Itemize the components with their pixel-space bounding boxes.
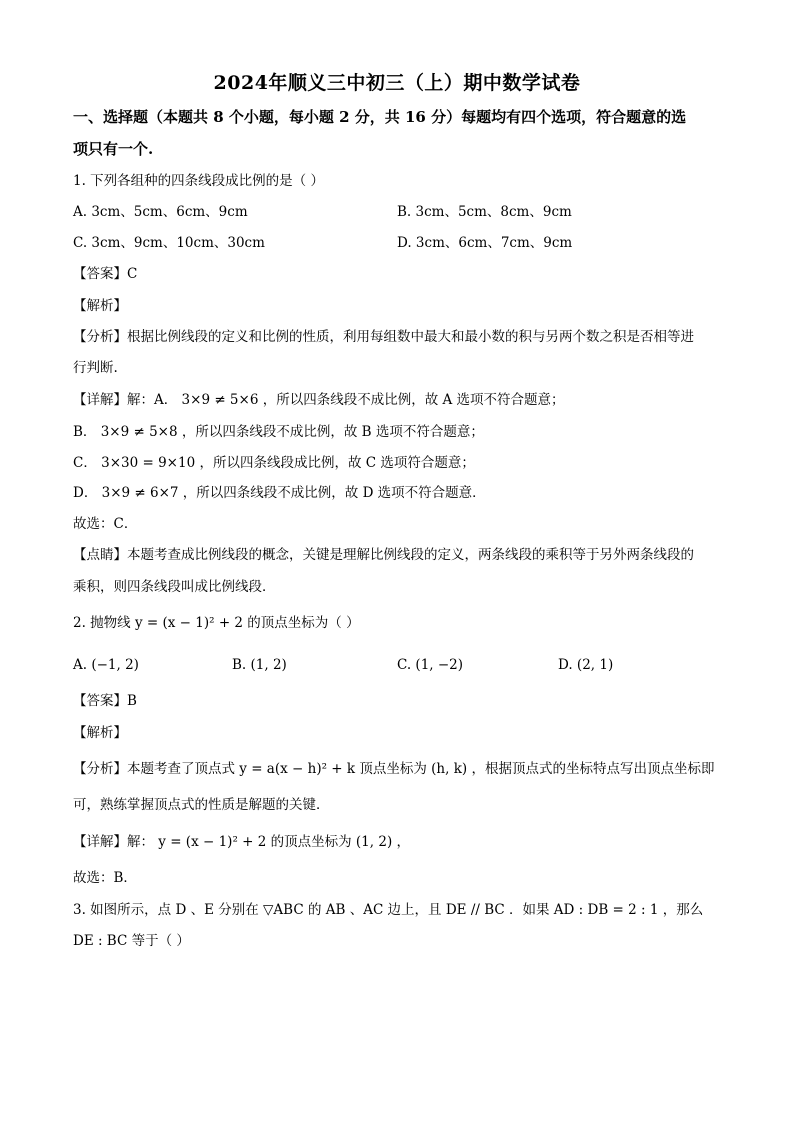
page-title: 2024年顺义三中初三（上）期中数学试卷 xyxy=(213,72,581,94)
question-1-option-a: A. 3cm、5cm、6cm、9cm xyxy=(73,204,248,220)
question-2-option-d: D. (2, 1) xyxy=(558,657,614,673)
question-1-option-d: D. 3cm、6cm、7cm、9cm xyxy=(397,235,573,251)
question-2-option-b: B. (1, 2) xyxy=(232,657,287,673)
question-1-choice: 故选：C． xyxy=(73,516,138,532)
question-1-fenxi-line-2: 行判断. xyxy=(73,360,118,376)
question-1-option-b: B. 3cm、5cm、8cm、9cm xyxy=(397,204,572,220)
question-1-option-c: C. 3cm、9cm、10cm、30cm xyxy=(73,235,265,251)
question-1-stem: 1. 下列各组种的四条线段成比例的是（ ） xyxy=(73,173,324,189)
question-2-option-a: A. (−1, 2) xyxy=(73,657,139,673)
question-3-stem-line-1: 3. 如图所示，点 D 、E 分别在 ▽ABC 的 AB 、AC 边上，且 DE // BC ．如果 AD : DB = 2 : 1 ，那么 xyxy=(73,902,704,918)
question-1-xiangjie-line-4: D． 3×9 ≠ 6×7 ，所以四条线段不成比例，故 D 选项不符合题意． xyxy=(73,485,486,501)
section-heading-line-1: 一、选择题（本题共 8 个小题，每小题 2 分，共 16 分）每题均有四个选项，符合题意的选 xyxy=(73,108,687,126)
question-1-fenxi-line-1: 【分析】根据比例线段的定义和比例的性质，利用每组数中最大和最小数的积与另两个数之积是否相等进 xyxy=(73,329,694,345)
question-1-xiangjie-line-2: B． 3×9 ≠ 5×8 ，所以四条线段不成比例，故 B 选项不符合题意； xyxy=(73,424,484,440)
question-1-answer: 【答案】C xyxy=(73,266,138,282)
question-2-answer: 【答案】B xyxy=(73,693,137,709)
question-1-dianjing-line-1: 【点睛】本题考查成比例线段的概念，关键是理解比例线段的定义，两条线段的乘积等于另外两条线段的 xyxy=(73,547,694,563)
question-1-xiangjie-line-3: C． 3×30 = 9×10 ，所以四条线段成比例，故 C 选项符合题意； xyxy=(73,455,475,471)
question-3-stem-line-2: DE : BC 等于（ ） xyxy=(73,933,190,949)
question-1-xiangjie-line-1: 【详解】解：A． 3×9 ≠ 5×6 ，所以四条线段不成比例，故 A 选项不符合题意； xyxy=(73,392,565,408)
section-heading-line-2: 项只有一个. xyxy=(73,140,154,158)
question-1-analysis-label: 【解析】 xyxy=(73,298,127,314)
question-2-fenxi-line-2: 可，熟练掌握顶点式的性质是解题的关键． xyxy=(73,797,330,813)
question-2-fenxi-line-1: 【分析】本题考查了顶点式 y = a(x − h)² + k 顶点坐标为 (h, k) ，根据顶点式的坐标特点写出顶点坐标即 xyxy=(73,761,715,777)
question-2-choice: 故选：B． xyxy=(73,870,137,886)
question-1-dianjing-line-2: 乘积，则四条线段叫成比例线段． xyxy=(73,579,276,595)
question-2-analysis-label: 【解析】 xyxy=(73,725,127,741)
question-2-stem: 2. 抛物线 y = (x − 1)² + 2 的顶点坐标为（ ） xyxy=(73,615,360,631)
question-2-xiangjie: 【详解】解： y = (x − 1)² + 2 的顶点坐标为 (1, 2) ， xyxy=(73,834,411,850)
question-2-option-c: C. (1, −2) xyxy=(397,657,464,673)
